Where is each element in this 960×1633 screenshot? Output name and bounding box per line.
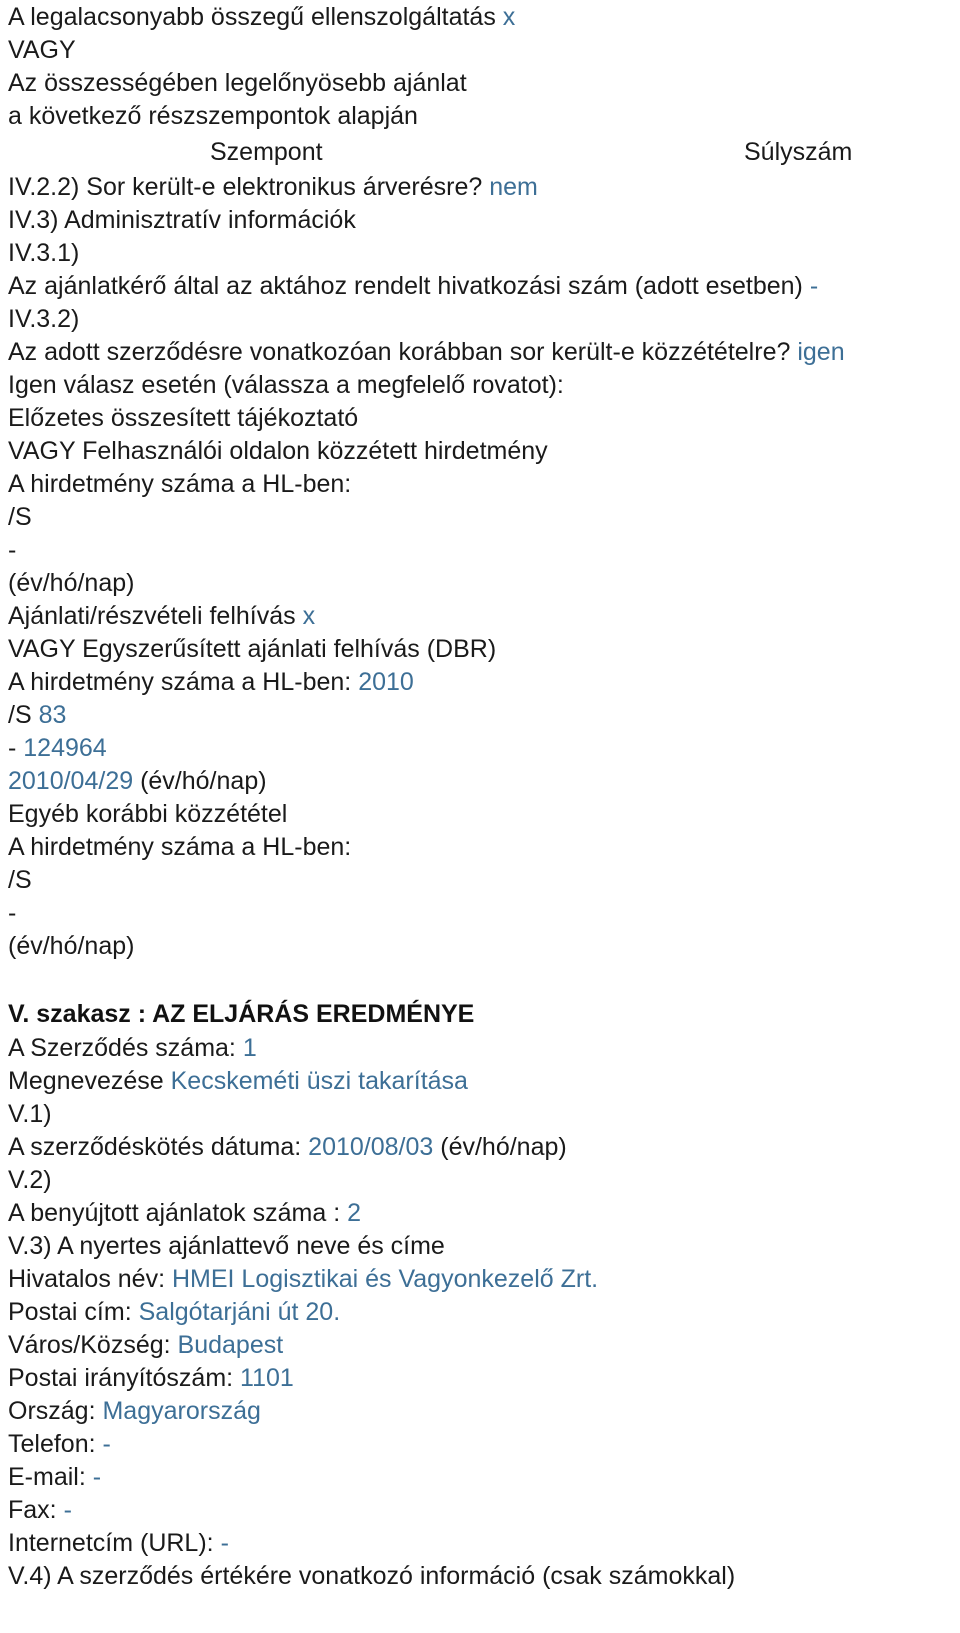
date-row-2	[8, 765, 958, 798]
city-row	[8, 1329, 958, 1362]
contract-no-value: 1	[242, 1034, 257, 1062]
criterion-column-header: Szempont	[210, 138, 323, 166]
notice-no-label: A hirdetmény száma a HL-ben:	[8, 833, 352, 861]
criteria-header-row	[8, 133, 958, 171]
official-name-row	[8, 1263, 958, 1296]
section-v-heading	[8, 996, 958, 1032]
notice-no-value: 2010	[358, 668, 414, 696]
dash-row-1	[8, 534, 958, 567]
fax-value: -	[63, 1496, 72, 1524]
phone-value: -	[102, 1430, 111, 1458]
call-label: Ajánlati/részvételi felhívás	[8, 602, 296, 630]
s-label: /S	[8, 503, 32, 531]
dash-row-3	[8, 897, 958, 930]
v2-id-row	[8, 1164, 958, 1197]
weight-column-header: Súlyszám	[744, 138, 853, 166]
url-value: -	[220, 1529, 229, 1557]
ref-number-row	[8, 270, 958, 303]
date-fmt-row-1	[8, 567, 958, 600]
prev-pub-value: igen	[797, 338, 845, 366]
phone-row	[8, 1428, 958, 1461]
prev-pub-label: Az adott szerződésre vonatkozóan korábban sor került-e közzétételre?	[8, 338, 791, 366]
s-value: 83	[38, 701, 67, 729]
contract-name-value: Kecskeméti üszi takarítása	[170, 1067, 468, 1095]
pin-label: Előzetes összesített tájékoztató	[8, 404, 359, 432]
call-row	[8, 600, 958, 633]
contract-name-label: Megnevezése	[8, 1067, 164, 1095]
dash-label: -	[8, 536, 17, 564]
offers-label: A benyújtott ajánlatok száma :	[8, 1199, 341, 1227]
s-row-2	[8, 699, 958, 732]
section-title: V. szakasz : AZ ELJÁRÁS EREDMÉNYE	[8, 1000, 475, 1028]
date-value: 2010/04/29	[8, 767, 134, 795]
v1-id-row	[8, 1098, 958, 1131]
ref-number-value: -	[809, 272, 819, 300]
profile-label: VAGY Felhasználói oldalon közzétett hirdetmény	[8, 437, 548, 465]
phone-label: Telefon:	[8, 1430, 96, 1458]
pin-row	[8, 402, 958, 435]
or-label: VAGY	[8, 36, 76, 64]
postal-address-label: Postai cím:	[8, 1298, 132, 1326]
postcode-row	[8, 1362, 958, 1395]
dash-label: -	[8, 899, 17, 927]
value-title: V.4) A szerződés értékére vonatkozó információ (csak számokkal)	[8, 1562, 736, 1590]
s-row-3	[8, 864, 958, 897]
fax-label: Fax:	[8, 1496, 57, 1524]
dbr-label: VAGY Egyszerűsített ajánlati felhívás (DBR)	[8, 635, 497, 663]
dash-row-2	[8, 732, 958, 765]
subcriteria-label: a következő részszempontok alapján	[8, 102, 418, 130]
postal-address-row	[8, 1296, 958, 1329]
postcode-value: 1101	[240, 1364, 294, 1392]
s-row-1	[8, 501, 958, 534]
if-yes-label: Igen válasz esetén (válassza a megfelelő rovatot):	[8, 371, 564, 399]
value-title-row	[8, 1560, 958, 1593]
url-label: Internetcím (URL):	[8, 1529, 214, 1557]
date-format-label: (év/hó/nap)	[140, 767, 267, 795]
postal-address-value: Salgótarjáni út 20.	[138, 1298, 341, 1326]
official-name-value: HMEI Logisztikai és Vagyonkezelő Zrt.	[171, 1265, 599, 1293]
prev-pub-row	[8, 336, 958, 369]
country-label: Ország:	[8, 1397, 96, 1425]
offers-row	[8, 1197, 958, 1230]
profile-row	[8, 435, 958, 468]
other-pub-row	[8, 798, 958, 831]
best-offer-label: Az összességében legelőnyösebb ajánlat	[8, 69, 467, 97]
fax-row	[8, 1494, 958, 1527]
dash-value: 124964	[23, 734, 107, 762]
best-offer-row	[8, 67, 958, 100]
ref-number-id-row	[8, 237, 958, 270]
notice-no-row-3	[8, 831, 958, 864]
if-yes-row	[8, 369, 958, 402]
call-value: x	[302, 602, 316, 630]
other-pub-label: Egyéb korábbi közzététel	[8, 800, 288, 828]
city-label: Város/Község:	[8, 1331, 171, 1359]
contract-no-label: A Szerződés száma:	[8, 1034, 236, 1062]
notice-no-label: A hirdetmény száma a HL-ben:	[8, 470, 352, 498]
spacer	[8, 963, 958, 996]
dash-label: -	[8, 734, 17, 762]
dbr-row	[8, 633, 958, 666]
date-format-label: (év/hó/nap)	[8, 569, 135, 597]
or-row-1	[8, 34, 958, 67]
contract-date-label: A szerződéskötés dátuma:	[8, 1133, 302, 1161]
city-value: Budapest	[177, 1331, 284, 1359]
country-value: Magyarország	[102, 1397, 261, 1425]
notice-no-label: A hirdetmény száma a HL-ben:	[8, 668, 352, 696]
postcode-label: Postai irányítószám:	[8, 1364, 234, 1392]
auction-label: IV.2.2) Sor került-e elektronikus árverésre?	[8, 173, 483, 201]
date-fmt-row-3	[8, 930, 958, 963]
ref-number-label: Az ajánlatkérő által az aktához rendelt hivatkozási szám (adott esetben)	[8, 272, 803, 300]
prev-pub-id: IV.3.2)	[8, 305, 80, 333]
admin-info-title	[8, 204, 958, 237]
lowest-price-value: x	[502, 3, 516, 31]
v1-id: V.1)	[8, 1100, 52, 1128]
s-label: /S	[8, 701, 32, 729]
email-value: -	[92, 1463, 102, 1491]
v2-id: V.2)	[8, 1166, 52, 1194]
email-row	[8, 1461, 958, 1494]
date-format-label: (év/hó/nap)	[440, 1133, 567, 1161]
subcriteria-row	[8, 100, 958, 133]
official-name-label: Hivatalos név:	[8, 1265, 166, 1293]
date-format-label: (év/hó/nap)	[8, 932, 135, 960]
prev-pub-id-row	[8, 303, 958, 336]
s-label: /S	[8, 866, 32, 894]
auction-value: nem	[489, 173, 538, 201]
contract-date-row	[8, 1131, 958, 1164]
offers-value: 2	[347, 1199, 362, 1227]
admin-info-label: IV.3) Adminisztratív információk	[8, 206, 356, 234]
url-row	[8, 1527, 958, 1560]
contract-no-row	[8, 1032, 958, 1065]
document-body	[8, 0, 958, 1593]
email-label: E-mail:	[8, 1463, 86, 1491]
winner-title: V.3) A nyertes ajánlattevő neve és címe	[8, 1232, 445, 1260]
notice-no-row-1	[8, 468, 958, 501]
lowest-price-label: A legalacsonyabb összegű ellenszolgáltatás	[8, 3, 496, 31]
auction-row	[8, 171, 958, 204]
notice-no-row-2	[8, 666, 958, 699]
ref-number-id: IV.3.1)	[8, 239, 80, 267]
contract-name-row	[8, 1065, 958, 1098]
country-row	[8, 1395, 958, 1428]
lowest-price-row	[8, 0, 958, 34]
contract-date-value: 2010/08/03	[308, 1133, 434, 1161]
winner-title-row	[8, 1230, 958, 1263]
